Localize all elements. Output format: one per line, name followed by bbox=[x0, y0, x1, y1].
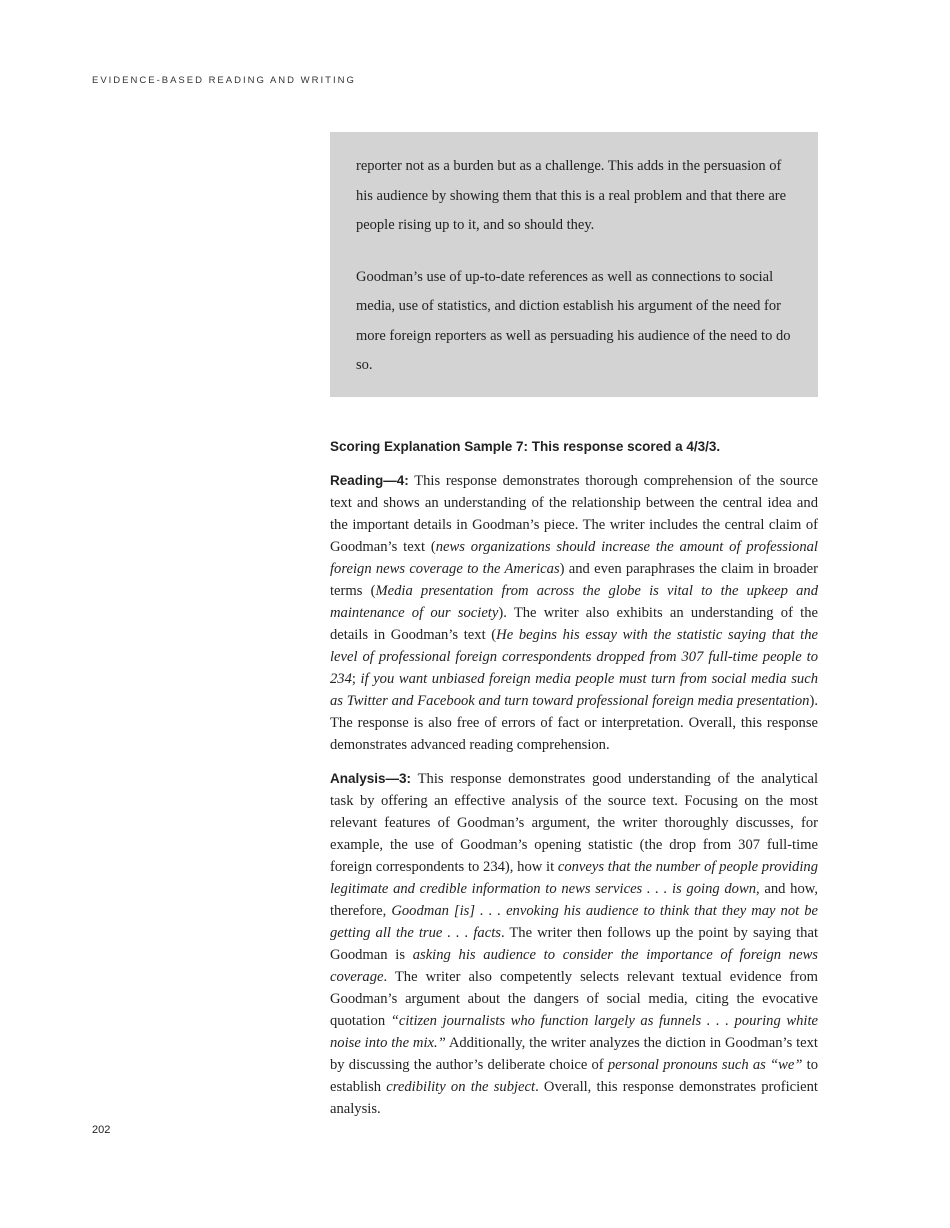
sample-paragraph: reporter not as a burden but as a challenge. This adds in the persuasion of his audience by showing them that this is a real problem and that there are people rising up to it, and so should they. bbox=[356, 158, 787, 233]
analysis-text: . The writer also competently selects relevant textual evidence from Goodman’s argument about the dangers of social media, citing the evocative quotation bbox=[330, 969, 818, 1029]
analysis-quote: asking his audience to consider the importance of foreign news coverage bbox=[330, 947, 818, 985]
reading-text: ; bbox=[351, 671, 361, 687]
reading-quote: He begins his essay with the statistic saying that the level of professional foreign correspondents dropped from 307 full-time people to 234 bbox=[330, 627, 818, 687]
reading-quote: if you want unbiased foreign media people must turn from social media such as Twitter and Facebook and turn toward professional foreign media presentation bbox=[330, 671, 818, 709]
analysis-text: Additionally, the writer analyzes the diction in Goodman’s text by discussing the author’s deliberate choice of bbox=[330, 1035, 818, 1073]
analysis-text: , and how, therefore, bbox=[330, 881, 818, 919]
reading-score-label: Reading—4: bbox=[330, 473, 409, 488]
reading-quote: news organizations should increase the amount of professional foreign news coverage to the Americas bbox=[330, 539, 818, 577]
analysis-text: This response demonstrates good understanding of the analytical task by offering an effective analysis of the source text. Focusing on the most relevant features of Goodman’s argument, the writer thoroughly discusses, for example, the use of Goodman’s opening statistic (the drop from 307 full-time foreign correspondents to 234), how it bbox=[330, 771, 818, 875]
scoring-explanation bbox=[330, 436, 818, 1132]
reading-explanation bbox=[330, 470, 818, 756]
analysis-text: . The writer then follows up the point by saying that Goodman is bbox=[330, 925, 819, 963]
section-heading: Scoring Explanation Sample 7: This response scored a 4/3/3. bbox=[330, 439, 721, 454]
analysis-quote: “citizen journalists who function largely as funnels . . . pouring white noise into the mix.” bbox=[330, 1013, 819, 1051]
reading-text: ) and even paraphrases the claim in broader terms ( bbox=[330, 561, 819, 599]
student-sample-excerpt bbox=[330, 132, 818, 397]
analysis-quote: credibility on the subject bbox=[386, 1079, 536, 1095]
reading-text: ). The response is also free of errors of fact or interpretation. Overall, this response demonstrates advanced reading comprehension. bbox=[330, 693, 818, 753]
page-number: 202 bbox=[92, 1124, 111, 1136]
analysis-quote: conveys that the number of people providing legitimate and credible information to news services . . . is going down bbox=[330, 859, 818, 897]
analysis-explanation bbox=[330, 768, 818, 1120]
analysis-score-label: Analysis—3: bbox=[330, 771, 412, 786]
analysis-quote: Goodman [is] . . . envoking his audience to think that they may not be getting all the true . . . facts bbox=[330, 903, 818, 941]
analysis-text: to establish bbox=[330, 1057, 818, 1095]
reading-text: This response demonstrates thorough comprehension of the source text and shows an understanding of the relationship between the central idea and the important details in Goodman’s piece. The writer includes the central claim of Goodman’s text ( bbox=[330, 473, 818, 555]
analysis-quote: personal pronouns such as “we” bbox=[607, 1057, 803, 1073]
analysis-text: . Overall, this response demonstrates proficient analysis. bbox=[330, 1079, 818, 1117]
reading-text: ). The writer also exhibits an understanding of the details in Goodman’s text ( bbox=[330, 605, 818, 643]
running-head: EVIDENCE-BASED READING AND WRITING bbox=[92, 75, 356, 86]
reading-quote: Media presentation from across the globe is vital to the upkeep and maintenance of our society bbox=[330, 583, 819, 621]
sample-paragraph: Goodman’s use of up-to-date references as well as connections to social media, use of statistics, and diction establish his argument of the need for more foreign reporters as well as persuading his audience of the need to do so. bbox=[356, 268, 791, 373]
